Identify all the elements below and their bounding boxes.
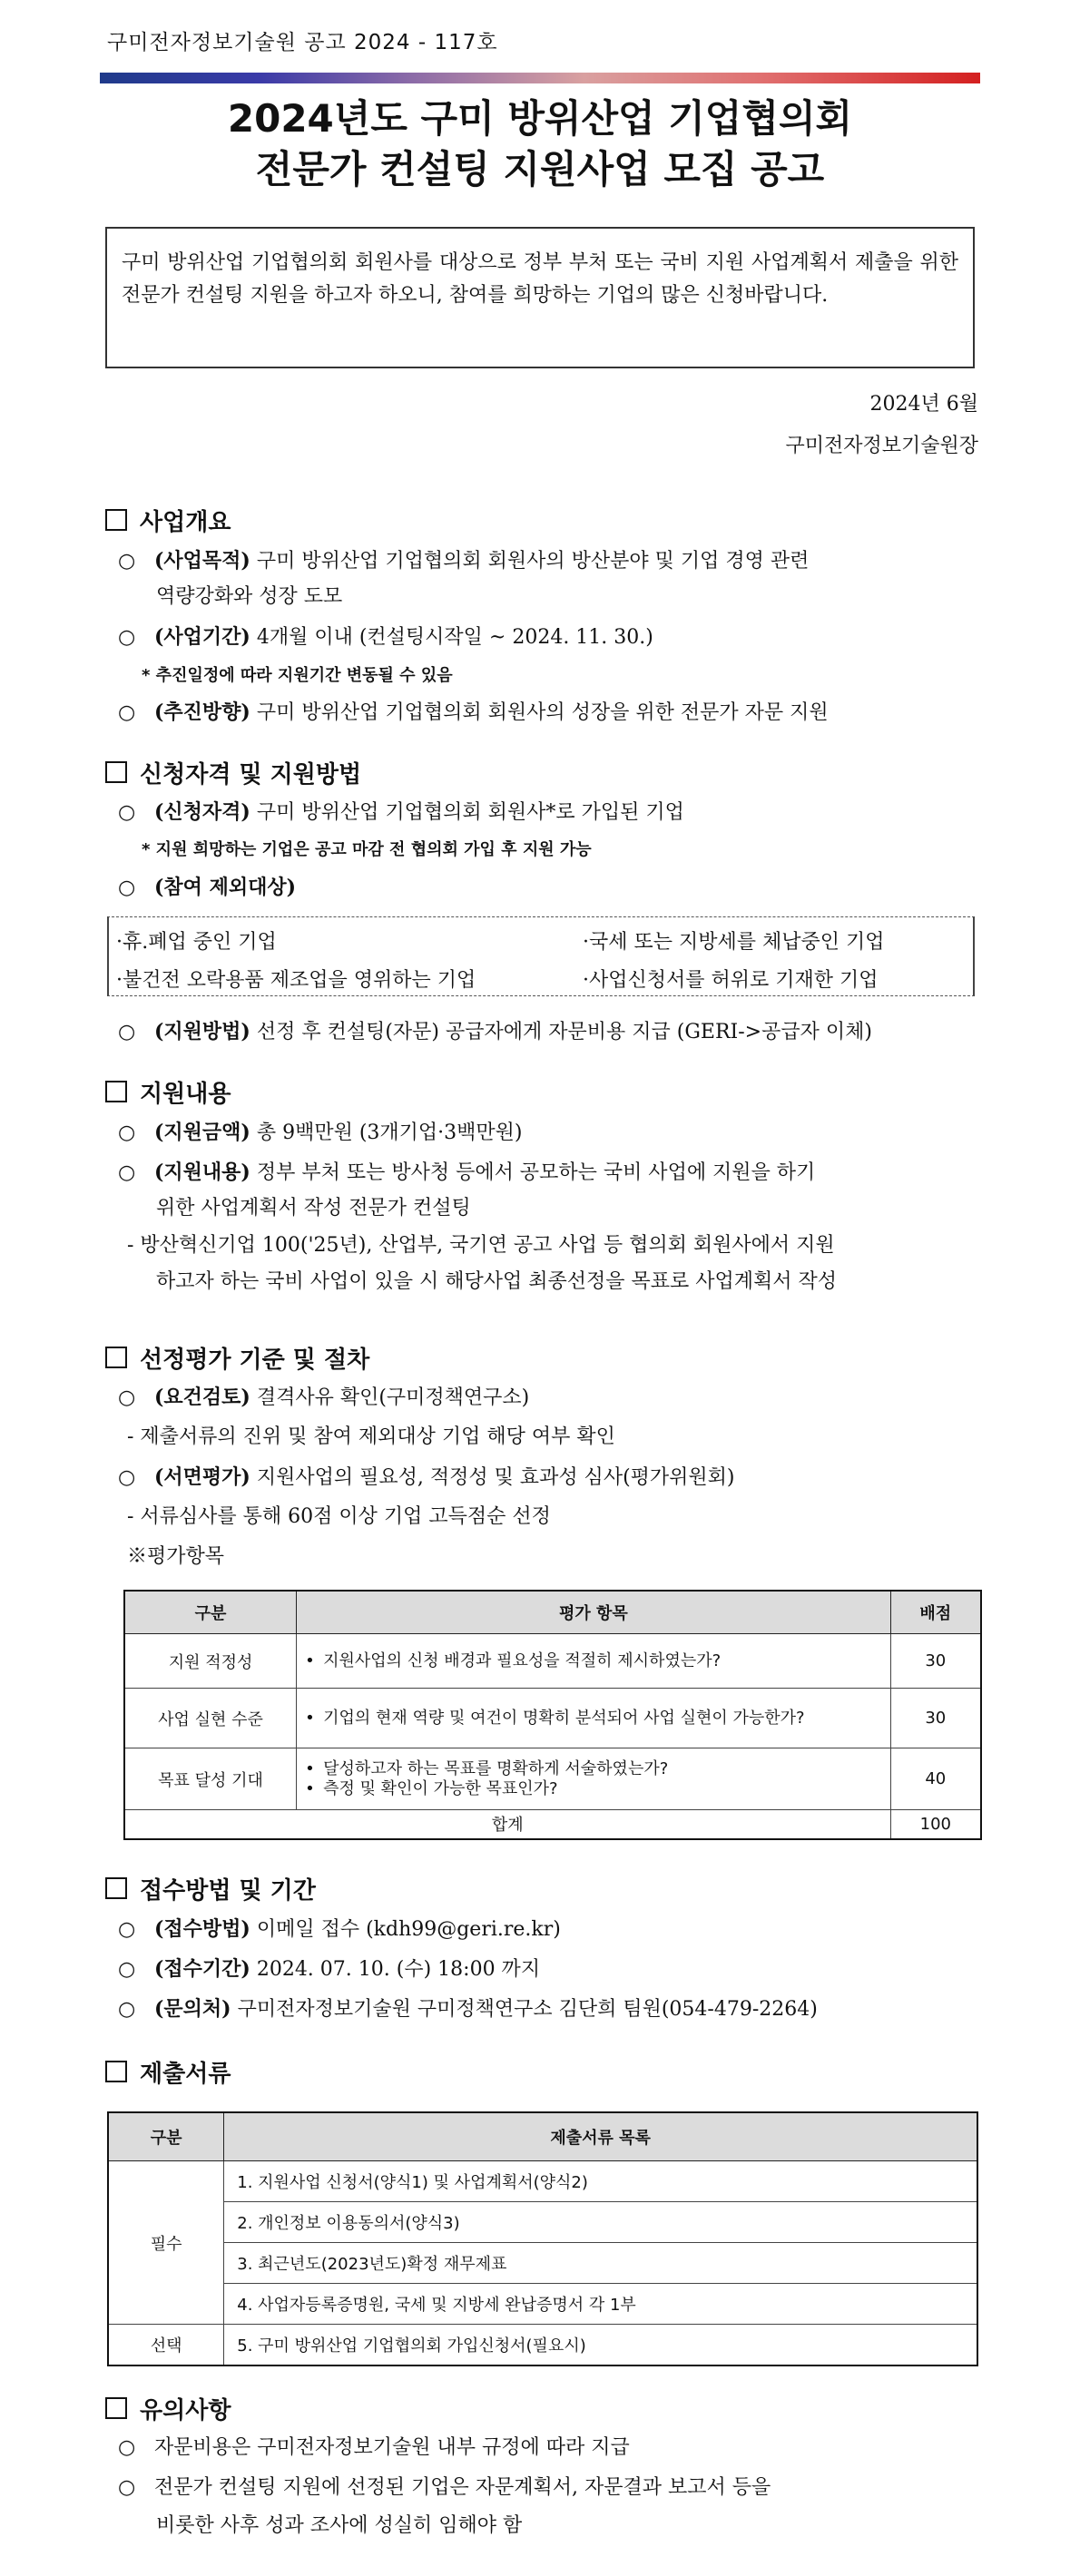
intro-text: 구미 방위산업 기업협의회 회원사를 대상으로 정부 부처 또는 국비 지원 사업계획서 제출을 위한 전문가 컨설팅 지원을 하고자 하오니, 참여를 희망하는 기업의 많은 신청바랍니다. (122, 251, 958, 307)
table-cell: 2. 개인정보 이용동의서(양식3) (224, 2202, 977, 2243)
circle-bullet-icon: ○ (118, 1998, 136, 2021)
page-title-line1: 2024년도 구미 방위산업 기업협의회 (227, 96, 853, 141)
eligibility-method: ○ (지원방법) 선정 후 컨설팅(자문) 공급자에게 자문비용 지급 (GERI->공급자 이체) (118, 1014, 980, 1051)
support-amount: ○ (지원금액) 총 9백만원 (3개기업·3백만원) (118, 1114, 980, 1151)
table-cell: 30 (890, 1689, 981, 1748)
support-detail: - 방산혁신기업 100('25년), 산업부, 국기연 공고 사업 등 협의회 회원사에서 지원 (127, 1234, 835, 1257)
support-content: ○ (지원내용) 정부 부처 또는 방사청 등에서 공모하는 국비 사업에 지원을 하기 (118, 1154, 980, 1191)
circle-bullet-icon: ○ (118, 801, 136, 824)
section-documents-heading (105, 2055, 231, 2089)
checkbox-square-icon (105, 2061, 127, 2082)
table-cell: 지원 적정성 (124, 1634, 297, 1689)
circle-bullet-icon: ○ (118, 1161, 136, 1184)
section-notes-heading (105, 2392, 231, 2425)
checkbox-square-icon (105, 1081, 127, 1102)
table-header: 구분 (124, 1591, 297, 1634)
section-title: 선정평가 기준 및 절차 (140, 1347, 370, 1374)
notice-number: 구미전자정보기술원 공고 2024 - 117호 (107, 31, 498, 54)
exclusions-box (107, 916, 975, 996)
exclusion-item: ·국세 또는 지방세를 체납중인 기업 (583, 931, 885, 954)
table-header-row (124, 1591, 981, 1634)
section-title: 사업개요 (140, 509, 231, 536)
evaluation-requirements: ○ (요건검토) 결격사유 확인(구미정책연구소) (118, 1379, 980, 1416)
eligibility-qualification: ○ (신청자격) 구미 방위산업 기업협의회 회원사*로 가입된 기업 (118, 794, 980, 831)
table-row (108, 2161, 977, 2202)
exclusion-item: ·불건전 오락용품 제조업을 영위하는 기업 (116, 969, 476, 992)
application-contact: ○ (문의처) 구미전자정보기술원 구미정책연구소 김단희 팀원(054-479-2264) (118, 1991, 980, 2028)
circle-bullet-icon: ○ (118, 1466, 136, 1489)
table-cell: 목표 달성 기대 (124, 1748, 297, 1810)
issuing-org: 구미전자정보기술원장 (785, 435, 978, 457)
section-title: 신청자격 및 지원방법 (140, 761, 362, 788)
section-title: 접수방법 및 기간 (140, 1877, 316, 1905)
section-title: 유의사항 (140, 2397, 231, 2424)
eligibility-note: * 지원 희망하는 기업은 공고 마감 전 협의회 가입 후 지원 가능 (142, 840, 592, 859)
notice-date: 2024년 6월 (869, 393, 978, 416)
table-cell: • 지원사업의 신청 배경과 필요성을 적절히 제시하였는가? (297, 1634, 891, 1689)
exclusion-item: ·사업신청서를 허위로 기재한 기업 (583, 969, 879, 992)
header-gradient-rule (100, 73, 980, 83)
circle-bullet-icon: ○ (118, 1386, 136, 1409)
circle-bullet-icon: ○ (118, 877, 136, 899)
table-cell: 합계 (124, 1810, 890, 1839)
table-cell: 40 (890, 1748, 981, 1810)
evaluation-table (123, 1590, 982, 1840)
table-row (108, 2202, 977, 2243)
table-cell: 선택 (108, 2325, 224, 2366)
overview-purpose: ○ (사업목적) 구미 방위산업 기업협의회 회원사의 방산분야 및 기업 경영 관련 (118, 543, 980, 580)
table-cell: 사업 실현 수준 (124, 1689, 297, 1748)
section-eligibility-heading (105, 756, 361, 789)
table-cell: 3. 최근년도(2023년도)확정 재무제표 (224, 2243, 977, 2284)
documents-table (107, 2111, 978, 2366)
evaluation-requirements-detail: - 제출서류의 진위 및 참여 제외대상 기업 해당 여부 확인 (127, 1425, 615, 1448)
checkbox-square-icon (105, 761, 127, 783)
table-header: 제출서류 목록 (224, 2112, 977, 2161)
section-title: 지원내용 (140, 1081, 231, 1108)
section-evaluation-heading (105, 1341, 369, 1375)
evaluation-review-detail: - 서류심사를 통해 60점 이상 기업 고득점순 선정 (127, 1505, 551, 1528)
table-row (108, 2284, 977, 2325)
table-header: 배점 (890, 1591, 981, 1634)
page-title-line2: 전문가 컨설팅 지원사업 모집 공고 (255, 147, 825, 191)
overview-period: ○ (사업기간) 4개월 이내 (컨설팅시작일 ~ 2024. 11. 30.) (118, 619, 980, 656)
table-total-row (124, 1810, 981, 1839)
table-row (124, 1689, 981, 1748)
checkbox-square-icon (105, 1877, 127, 1899)
circle-bullet-icon: ○ (118, 550, 136, 573)
eligibility-exclusions-label: ○ (참여 제외대상) (118, 869, 980, 906)
table-cell: 4. 사업자등록증명원, 국세 및 지방세 완납증명서 각 1부 (224, 2284, 977, 2325)
overview-purpose-cont: 역량강화와 성장 도모 (156, 585, 343, 608)
circle-bullet-icon: ○ (118, 1918, 136, 1941)
table-row (124, 1748, 981, 1810)
support-detail-cont: 하고자 하는 국비 사업이 있을 시 해당사업 최종선정을 목표로 사업계획서 작성 (156, 1270, 837, 1293)
exclusion-item: ·휴.폐업 중인 기업 (116, 931, 277, 954)
circle-bullet-icon: ○ (118, 2436, 136, 2459)
overview-direction: ○ (추진방향) 구미 방위산업 기업협의회 회원사의 성장을 위한 전문가 자문 지원 (118, 694, 980, 731)
table-row (124, 1634, 981, 1689)
notes-item-cont: 비롯한 사후 성과 조사에 성실히 임해야 함 (156, 2514, 523, 2537)
section-application-heading (105, 1872, 316, 1905)
evaluation-document-review: ○ (서면평가) 지원사업의 필요성, 적정성 및 효과성 심사(평가위원회) (118, 1459, 980, 1496)
checkbox-square-icon (105, 2397, 127, 2419)
table-row (108, 2243, 977, 2284)
table-cell: 30 (890, 1634, 981, 1689)
section-overview-heading (105, 504, 231, 537)
notes-item: ○ 자문비용은 구미전자정보기술원 내부 규정에 따라 지급 (118, 2430, 980, 2466)
support-content-cont: 위한 사업계획서 작성 전문가 컨설팅 (156, 1197, 471, 1219)
application-period: ○ (접수기간) 2024. 07. 10. (수) 18:00 까지 (118, 1951, 980, 1988)
intro-box (105, 227, 975, 368)
circle-bullet-icon: ○ (118, 2476, 136, 2499)
circle-bullet-icon: ○ (118, 1958, 136, 1981)
section-support-heading (105, 1075, 231, 1109)
circle-bullet-icon: ○ (118, 701, 136, 724)
overview-period-note: * 추진일정에 따라 지원기간 변동될 수 있음 (142, 666, 453, 685)
application-method: ○ (접수방법) 이메일 접수 (kdh99@geri.re.kr) (118, 1911, 980, 1948)
table-header-row (108, 2112, 977, 2161)
evaluation-caption: ※평가항목 (127, 1545, 225, 1568)
table-cell: 5. 구미 방위산업 기업협의회 가입신청서(필요시) (224, 2325, 977, 2366)
circle-bullet-icon: ○ (118, 1021, 136, 1043)
table-cell: • 달성하고자 하는 목표를 명확하게 서술하였는가? • 측정 및 확인이 가능한 목표인가? (297, 1748, 891, 1810)
section-title: 제출서류 (140, 2061, 231, 2088)
checkbox-square-icon (105, 509, 127, 531)
table-cell: 1. 지원사업 신청서(양식1) 및 사업계획서(양식2) (224, 2161, 977, 2202)
table-cell: • 기업의 현재 역량 및 여건이 명확히 분석되어 사업 실현이 가능한가? (297, 1689, 891, 1748)
circle-bullet-icon: ○ (118, 626, 136, 649)
table-header: 구분 (108, 2112, 224, 2161)
table-cell: 100 (890, 1810, 981, 1839)
table-cell: 필수 (108, 2161, 224, 2325)
table-row (108, 2325, 977, 2366)
circle-bullet-icon: ○ (118, 1121, 136, 1144)
notes-item: ○ 전문가 컨설팅 지원에 선정된 기업은 자문계획서, 자문결과 보고서 등을 (118, 2470, 980, 2506)
checkbox-square-icon (105, 1347, 127, 1368)
table-header: 평가 항목 (297, 1591, 891, 1634)
